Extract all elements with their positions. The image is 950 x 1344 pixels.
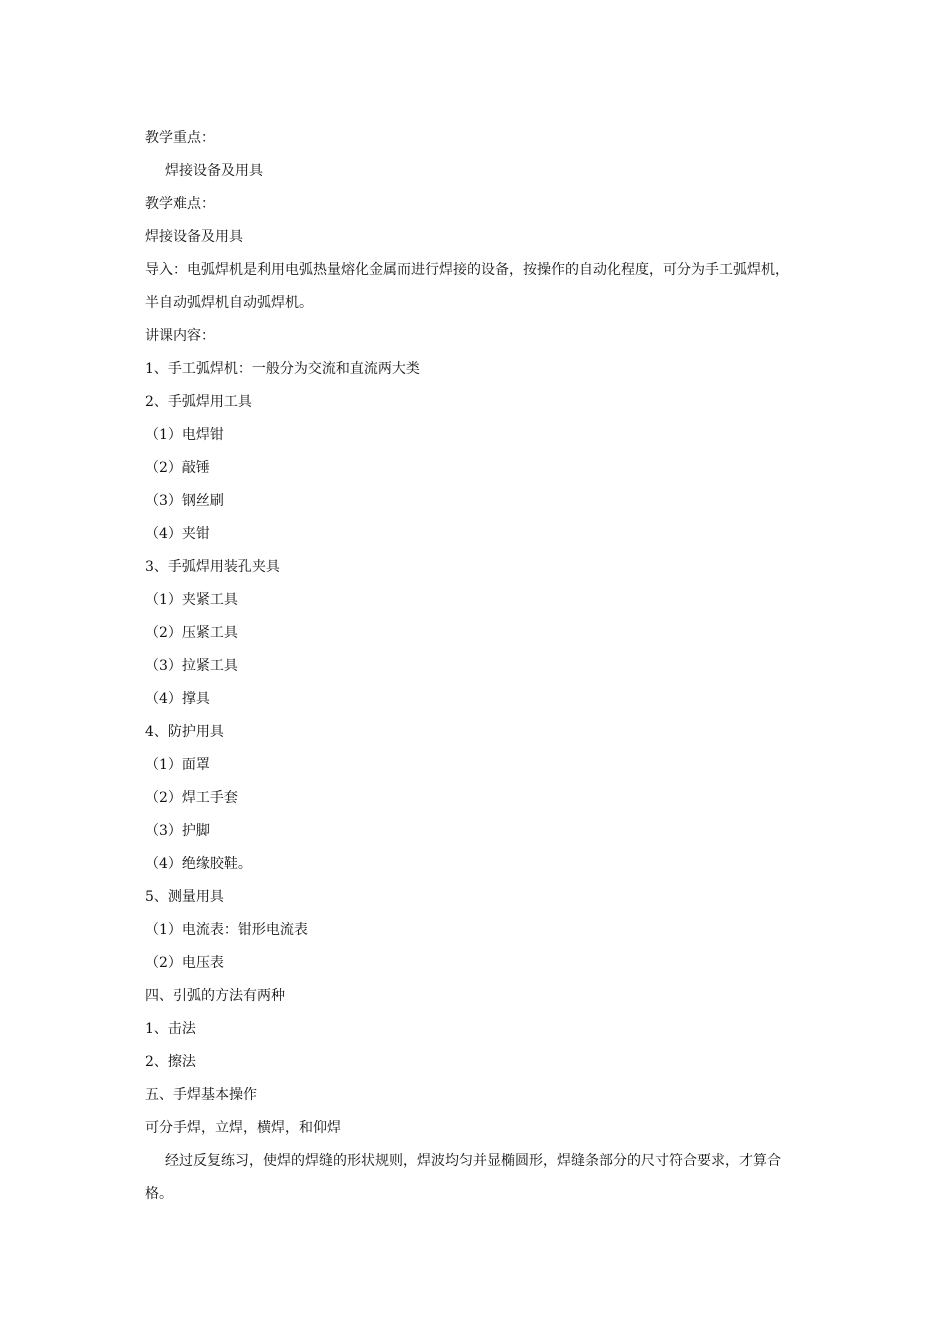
- key-points-text: 焊接设备及用具: [165, 163, 263, 179]
- list-item: （1）面罩: [145, 757, 210, 773]
- list-heading: 5、测量用具: [145, 889, 224, 905]
- closing-paragraph-line-2: 格。: [145, 1186, 173, 1202]
- list-heading: 3、手弧焊用装孔夹具: [145, 559, 280, 575]
- list-item: （1）夹紧工具: [145, 592, 238, 608]
- list-item: （2）电压表: [145, 955, 224, 971]
- list-item: 2、擦法: [145, 1054, 196, 1070]
- list-item: （2）压紧工具: [145, 625, 238, 641]
- list-item: （4）撑具: [145, 691, 210, 707]
- closing-paragraph-line-1: 经过反复练习，使焊的焊缝的形状规则，焊波均匀并显椭圆形，焊缝条部分的尺寸符合要求，才算合: [165, 1153, 781, 1169]
- section-label-difficulties: 教学难点：: [145, 196, 215, 212]
- section-label-key-points: 教学重点：: [145, 130, 215, 146]
- list-item: 1、击法: [145, 1021, 196, 1037]
- list-item: （4）夹钳: [145, 526, 210, 542]
- body-text: 可分手焊，立焊，横焊，和仰焊: [145, 1120, 341, 1136]
- list-item: （3）拉紧工具: [145, 658, 238, 674]
- section-heading: 四、引弧的方法有两种: [145, 988, 285, 1004]
- list-item: （2）焊工手套: [145, 790, 238, 806]
- list-heading: 1、手工弧焊机：一般分为交流和直流两大类: [145, 361, 420, 377]
- section-label-lecture: 讲课内容：: [145, 328, 215, 344]
- document-body: [145, 127, 815, 1216]
- intro-paragraph-line-2: 半自动弧焊机自动弧焊机。: [145, 295, 313, 311]
- difficulties-text: 焊接设备及用具: [145, 229, 243, 245]
- intro-paragraph-line-1: 导入：电弧焊机是利用电弧热量熔化金属而进行焊接的设备，按操作的自动化程度，可分为手工弧焊机，: [145, 262, 789, 278]
- list-item: （1）电焊钳: [145, 427, 224, 443]
- list-item: （2）敲锤: [145, 460, 210, 476]
- list-item: （3）钢丝刷: [145, 493, 224, 509]
- list-heading: 2、手弧焊用工具: [145, 394, 252, 410]
- section-heading: 五、手焊基本操作: [145, 1087, 257, 1103]
- list-item: （1）电流表：钳形电流表: [145, 922, 308, 938]
- list-item: （4）绝缘胶鞋。: [145, 856, 252, 872]
- list-item: （3）护脚: [145, 823, 210, 839]
- list-heading: 4、防护用具: [145, 724, 224, 740]
